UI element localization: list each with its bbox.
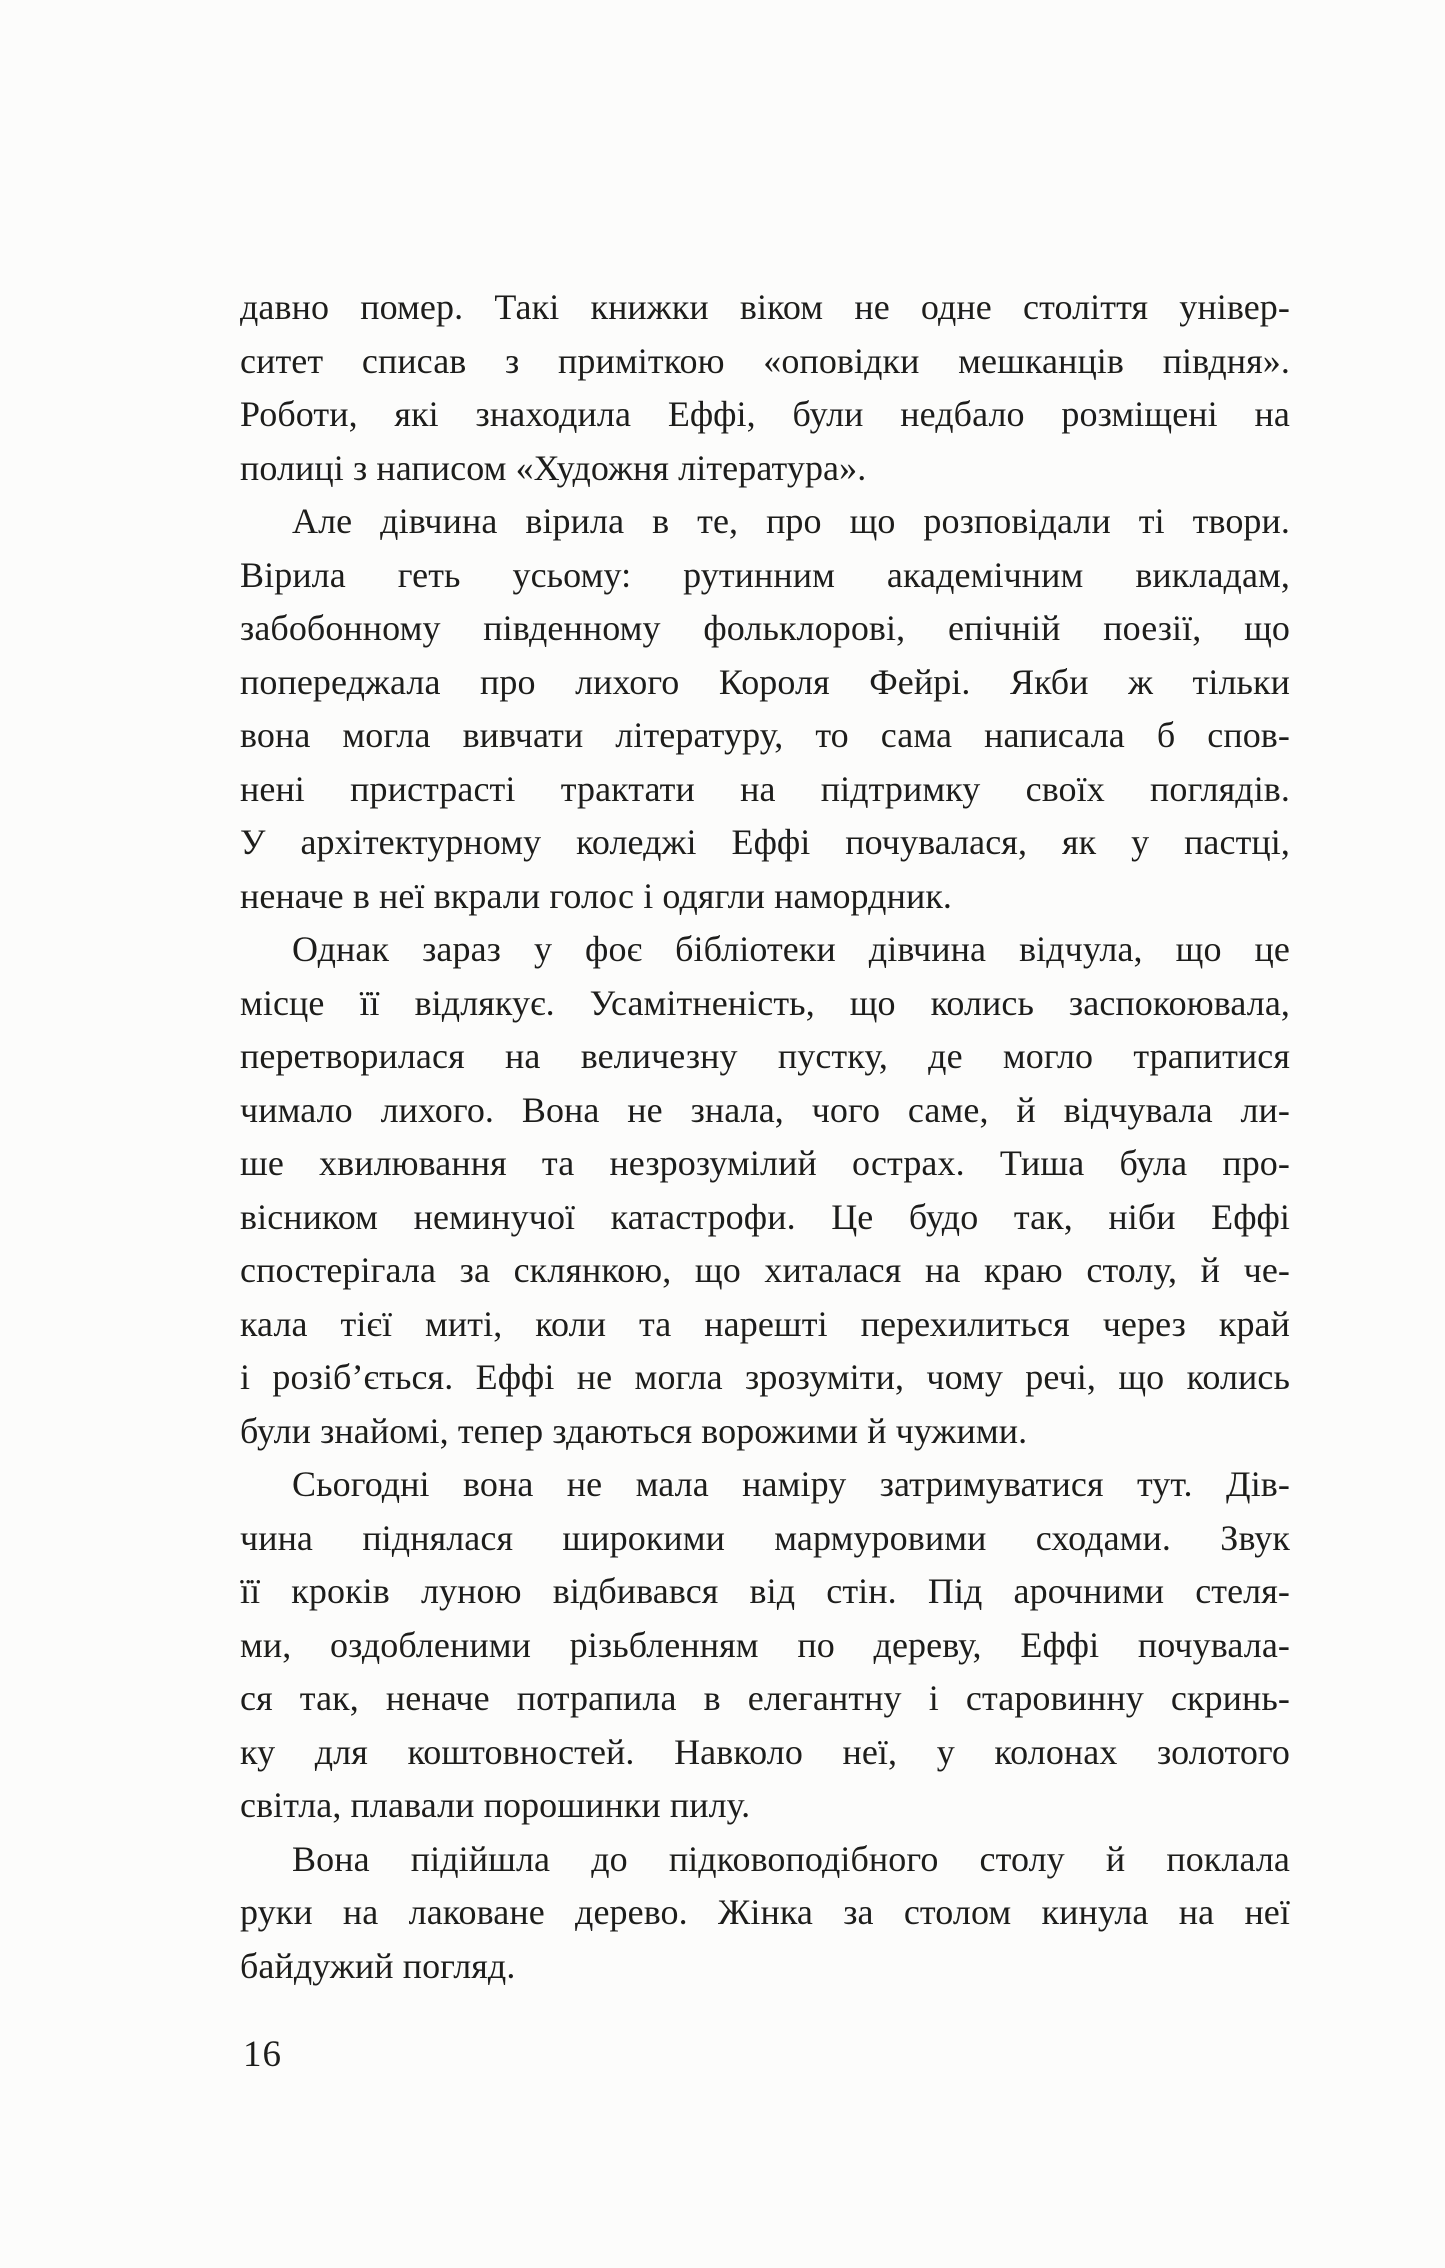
text-line: спостерігала за склянкою, що хиталася на краю столу, й че- [240,1250,1290,1290]
text-line: вона могла вивчати літературу, то сама написала б спов- [240,715,1290,755]
text-line: ку для коштовностей. Навколо неї, у колонах золотого [240,1731,1290,1772]
text-line: ми, оздобленими різьбленням по дереву, Еффі почувала- [240,1624,1290,1665]
text-line: нені пристрасті трактати на підтримку своїх поглядів. [240,768,1290,809]
paragraph [240,1458,1290,1833]
text-line: забобонному південному фольклорові, епічній поезії, що [240,608,1290,648]
text-line: Вірила геть усьому: рутинним академічним викладам, [240,554,1290,595]
text-line: ся так, неначе потрапила в елегантну і старовинну скринь- [240,1678,1290,1718]
text-line: ше хвилювання та незрозумілий острах. Тиша була про- [240,1143,1290,1183]
text-line: вісником неминучої катастрофи. Це будо так, ніби Еффі [240,1196,1290,1237]
text-line: полиці з написом «Художня література». [240,447,867,488]
text-line: Сьогодні вона не мала наміру затримуватися тут. Дів- [292,1464,1290,1504]
text-line: Вона підійшла до підковоподібного столу й поклала [292,1838,1290,1879]
text-line: давно помер. Такі книжки віком не одне століття універ- [240,287,1290,327]
text-line: руки на лаковане дерево. Жінка за столом кинула на неї [240,1892,1290,1932]
text-line: байдужий погляд. [240,1945,516,1986]
text-line: перетворилася на величезну пустку, де могло трапитися [240,1036,1290,1076]
text-line: Роботи, які знаходила Еффі, були недбало розміщені на [240,394,1290,434]
text-line: чина піднялася широкими мармуровими сходами. Звук [240,1517,1290,1558]
paragraph [240,281,1290,495]
text-line: і розіб’ється. Еффі не могла зрозуміти, чому речі, що колись [240,1357,1290,1397]
paragraph [240,495,1290,923]
text-line: ситет списав з приміткою «оповідки мешканців півдня». [240,340,1290,381]
text-line: У архітектурному коледжі Еффі почувалася, як у пастці, [240,822,1290,862]
text-line: були знайомі, тепер здаються ворожими й чужими. [240,1410,1028,1451]
text-line: Однак зараз у фоє бібліотеки дівчина відчула, що це [292,929,1290,969]
paragraph [240,923,1290,1458]
body-text [240,281,1290,1993]
text-line: світла, плавали порошинки пилу. [240,1785,751,1825]
text-line: Але дівчина вірила в те, про що розповідали ті твори. [292,501,1290,541]
text-line: кала тієї миті, коли та нарешті перехилиться через край [240,1303,1290,1344]
text-line: чимало лихого. Вона не знала, чого саме, й відчувала ли- [240,1089,1290,1130]
paragraph [240,1833,1290,1994]
page-number: 16 [243,2034,282,2075]
text-line: місце її відлякує. Усамітненість, що колись заспокоювала, [240,982,1290,1023]
text-line: попереджала про лихого Короля Фейрі. Якби ж тільки [240,661,1290,702]
text-line: її кроків луною відбивався від стін. Під арочними стеля- [240,1571,1290,1611]
text-line: неначе в неї вкрали голос і одягли намордник. [240,875,953,916]
